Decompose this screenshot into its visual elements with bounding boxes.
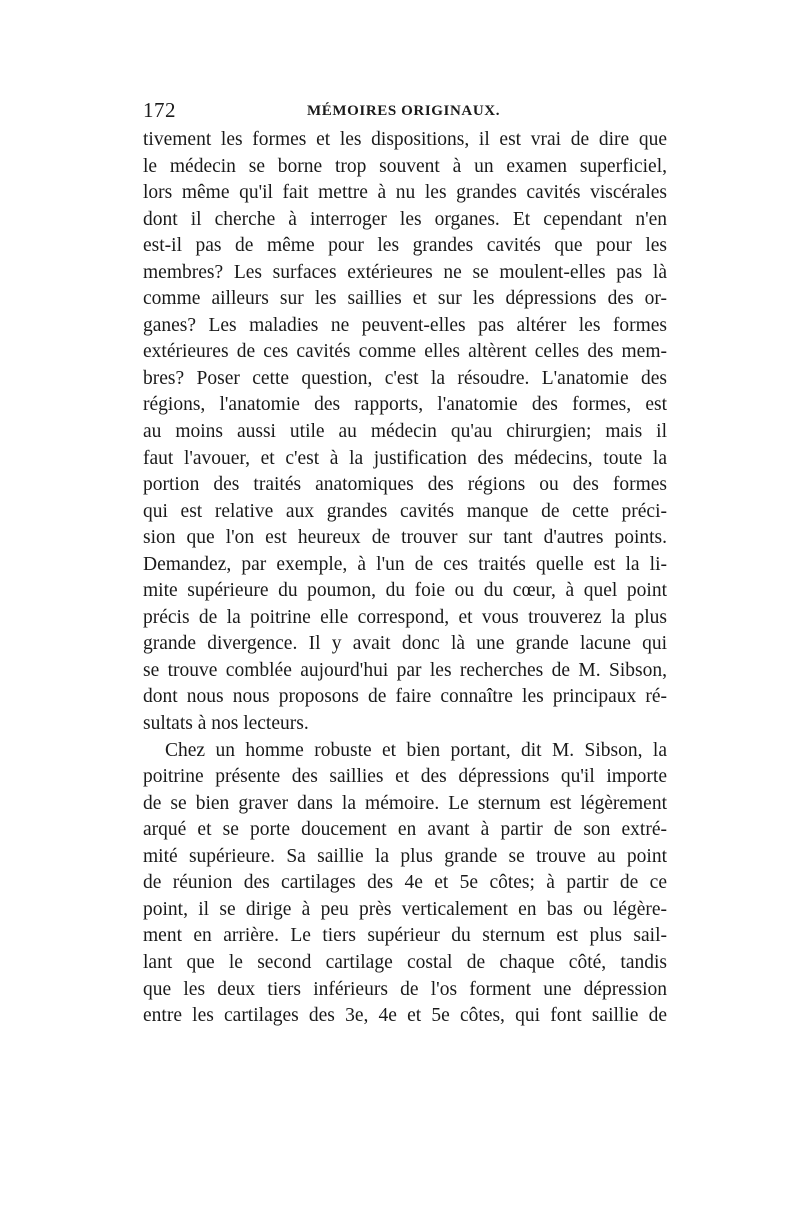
text-line: ment en arrière. Le tiers supérieur du sternum est plus sail- [143, 925, 667, 947]
text-line: poitrine présente des saillies et des dépressions qu'il importe [143, 766, 667, 788]
text-line: le médecin se borne trop souvent à un examen superficiel, [143, 155, 667, 177]
text-line: membres? Les surfaces extérieures ne se moulent-elles pas là [143, 261, 667, 283]
body-text [143, 127, 667, 1030]
text-line: dont il cherche à interroger les organes. Et cependant n'en [143, 208, 667, 230]
text-line: sultats à nos lecteurs. [143, 713, 309, 735]
text-line: entre les cartilages des 3e, 4e et 5e côtes, qui font saillie de [143, 1005, 667, 1027]
text-line: qui est relative aux grandes cavités manque de cette préci- [143, 500, 667, 522]
text-line: comme ailleurs sur les saillies et sur les dépressions des or- [143, 288, 667, 310]
text-line: sion que l'on est heureux de trouver sur tant d'autres points. [143, 527, 667, 549]
text-line: de se bien graver dans la mémoire. Le sternum est légèrement [143, 792, 667, 814]
text-line: Chez un homme robuste et bien portant, dit M. Sibson, la [165, 739, 667, 761]
text-line: bres? Poser cette question, c'est la résoudre. L'anatomie des [143, 367, 667, 389]
page-number: 172 [143, 98, 176, 122]
paragraph-1 [143, 127, 667, 738]
text-line: portion des traités anatomiques des régions ou des formes [143, 474, 667, 496]
text-line: faut l'avouer, et c'est à la justification des médecins, toute la [143, 447, 667, 469]
paragraph-2 [143, 738, 667, 1030]
text-line: est-il pas de même pour les grandes cavités que pour les [143, 235, 667, 257]
text-line: dont nous nous proposons de faire connaître les principaux ré- [143, 686, 667, 708]
text-line: se trouve comblée aujourd'hui par les recherches de M. Sibson, [143, 659, 667, 681]
text-line: de réunion des cartilages des 4e et 5e côtes; à partir de ce [143, 872, 667, 894]
text-line: régions, l'anatomie des rapports, l'anatomie des formes, est [143, 394, 667, 416]
text-line: grande divergence. Il y avait donc là une grande lacune qui [143, 633, 667, 655]
text-line: arqué et se porte doucement en avant à partir de son extré- [143, 819, 667, 841]
text-line: lant que le second cartilage costal de chaque côté, tandis [143, 951, 667, 973]
text-line: ganes? Les maladies ne peuvent-elles pas altérer les formes [143, 314, 667, 336]
text-line: point, il se dirige à peu près verticalement en bas ou légère- [143, 898, 667, 920]
text-line: mité supérieure. Sa saillie la plus grande se trouve au point [143, 845, 667, 867]
text-line: extérieures de ces cavités comme elles altèrent celles des mem- [143, 341, 667, 363]
running-head [143, 96, 667, 124]
text-line: au moins aussi utile au médecin qu'au chirurgien; mais il [143, 421, 667, 443]
text-line: lors même qu'il fait mettre à nu les grandes cavités viscérales [143, 182, 667, 204]
text-line: tivement les formes et les dispositions, il est vrai de dire que [143, 129, 667, 150]
text-line: précis de la poitrine elle correspond, et vous trouverez la plus [143, 606, 667, 628]
text-line: Demandez, par exemple, à l'un de ces traités quelle est la li- [143, 553, 667, 575]
text-line: mite supérieure du poumon, du foie ou du cœur, à quel point [143, 580, 667, 602]
running-title: MÉMOIRES ORIGINAUX. [307, 103, 501, 119]
text-line: que les deux tiers inférieurs de l'os forment une dépression [143, 978, 667, 1000]
